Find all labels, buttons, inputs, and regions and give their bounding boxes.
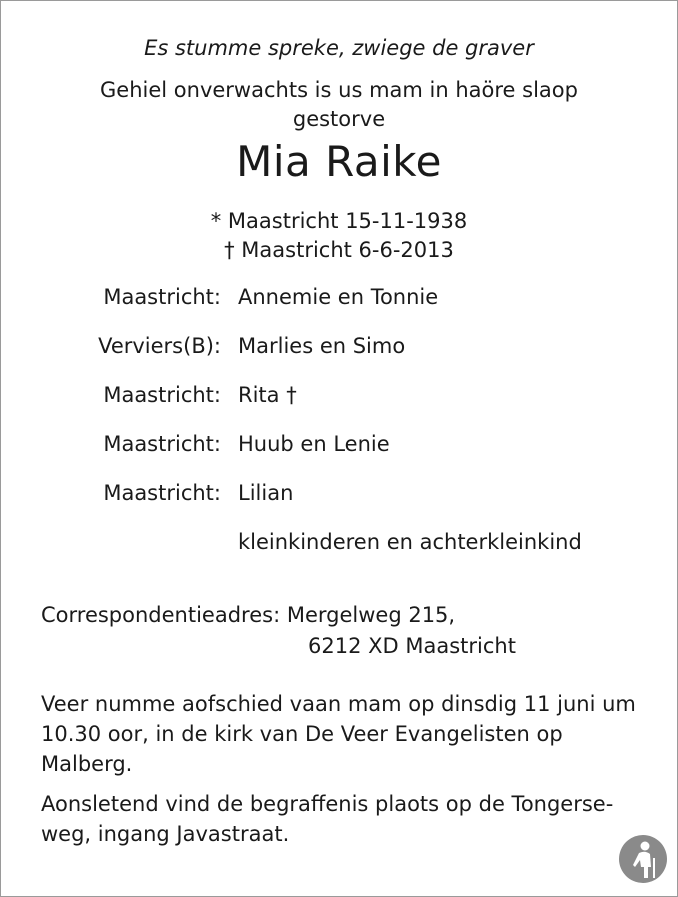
grandchildren-line: kleinkinderen en achterkleinkind: [238, 530, 582, 554]
deceased-name: Mia Raike: [236, 137, 442, 186]
service-paragraph: Veer numme aofschied vaan mam op dinsdig 11 juni um 10.30 oor, in de kirk van De Veer Evangelisten op Malberg.: [41, 692, 636, 776]
family-names: Annemie en Tonnie: [238, 285, 439, 309]
family-row: [0, 334, 678, 383]
death-line: † Maastricht 6-6-2013: [224, 238, 454, 262]
birth-line: * Maastricht 15-11-1938: [210, 209, 468, 233]
motto: Es stumme spreke, zwiege de graver: [144, 36, 534, 60]
family-names: Huub en Lenie: [238, 432, 390, 456]
intro-text: Gehiel onverwachts is us mam in haöre slaop gestorve: [100, 78, 578, 131]
family-place: Maastricht:: [103, 285, 221, 309]
family-place: Maastricht:: [103, 481, 221, 505]
address-street: Mergelweg 215,: [286, 603, 456, 627]
family-place: Maastricht:: [103, 383, 221, 407]
correspondence-address: [41, 600, 516, 662]
family-names: Rita †: [238, 383, 297, 407]
family-row: [0, 432, 678, 481]
family-names: Marlies en Simo: [238, 334, 406, 358]
life-dates: [0, 207, 678, 265]
family-list: [0, 285, 678, 530]
family-place: Maastricht:: [103, 432, 221, 456]
family-row: [0, 285, 678, 334]
correspondence-label: Correspondentieadres:: [41, 603, 281, 627]
family-row: [0, 481, 678, 530]
family-row: [0, 383, 678, 432]
address-city: 6212 XD Maastricht: [308, 634, 516, 658]
mourning-figure-icon: [618, 834, 668, 884]
family-names: Lilian: [238, 481, 294, 505]
burial-paragraph: Aonsletend vind de begraffenis plaots op de Tongerse-weg, ingang Javastraat.: [41, 792, 614, 846]
family-place: Verviers(B):: [98, 334, 221, 358]
